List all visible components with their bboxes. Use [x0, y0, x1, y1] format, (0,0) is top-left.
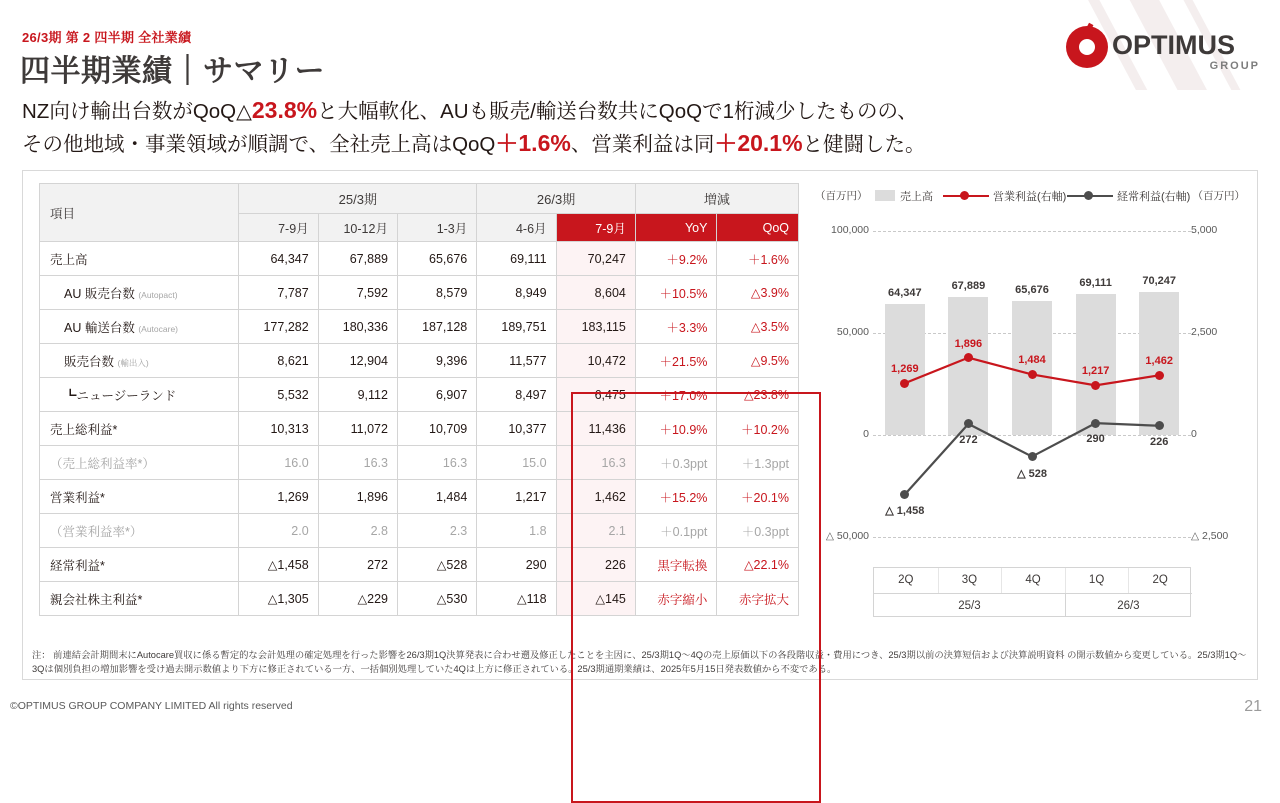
table-row: [40, 378, 799, 412]
row-label-text: 経常利益*: [50, 558, 105, 573]
table-body: [40, 242, 799, 616]
table-cell: 10,313: [239, 412, 318, 446]
chart-bar-label: 69,111: [1079, 277, 1112, 289]
table-cell: 290: [477, 548, 556, 582]
table-cell: 10,709: [397, 412, 476, 446]
table-cell: ＋10.9%: [635, 412, 717, 446]
table-cell: 69,111: [477, 242, 556, 276]
chart-point: [1155, 371, 1164, 380]
x-axis-tick: 2Q: [1152, 574, 1168, 586]
chart-point-label: 1,462: [1145, 355, 1173, 368]
table-cell: 189,751: [477, 310, 556, 344]
table-subheader-0: 7-9月: [239, 214, 318, 242]
table-cell: △3.5%: [717, 310, 799, 344]
row-label-note: (Autopact): [138, 289, 178, 300]
table-row-label: [40, 378, 239, 412]
table-cell: ＋3.3%: [635, 310, 717, 344]
table-row: [40, 514, 799, 548]
table-header-item: 項目: [40, 184, 239, 242]
table-row-label: [40, 412, 239, 446]
legend-label-operating: 営業利益(右軸): [993, 191, 1067, 203]
row-label-note: (輸出入): [117, 357, 149, 368]
table-cell: △530: [397, 582, 476, 616]
x-axis-group-label: 26/3: [1065, 593, 1192, 617]
legend-swatch-revenue: [875, 190, 895, 201]
table-cell: 黒字転換: [635, 548, 717, 582]
table-cell: ＋21.5%: [635, 344, 717, 378]
x-axis-group-label: 25/3: [874, 593, 1065, 617]
table-cell: 1,896: [318, 480, 397, 514]
table-cell: △9.5%: [717, 344, 799, 378]
copyright: ©OPTIMUS GROUP COMPANY LIMITED All rights reserved: [10, 700, 293, 712]
row-label-text: （売上総利益率*）: [50, 456, 155, 471]
chart-point-label: 1,896: [954, 337, 983, 350]
chart-point: [964, 353, 973, 362]
x-axis-tick: 4Q: [1025, 574, 1041, 586]
table-cell: ＋0.1ppt: [635, 514, 717, 548]
chart-bar-label: 67,889: [951, 279, 986, 292]
chart-bar-label: 65,676: [1015, 284, 1049, 297]
table-cell: 16.0: [239, 446, 318, 480]
logo-wordmark: OPTIMUS: [1112, 30, 1236, 60]
chart-bar-label: 64,347: [887, 286, 922, 299]
y-axis-left-tick: 0: [863, 428, 869, 440]
chart-point: [1091, 419, 1100, 428]
chart-line-layer: [815, 211, 1245, 551]
table-cell: 15.0: [477, 446, 556, 480]
table-cell: ＋9.2%: [635, 242, 717, 276]
table-cell: △1,458: [239, 548, 318, 582]
table-cell: 226: [556, 548, 635, 582]
chart-point: [1028, 452, 1037, 461]
table-cell: 65,676: [397, 242, 476, 276]
table-cell: 9,396: [397, 344, 476, 378]
summary-lede: [22, 94, 1202, 161]
table-cell: △1,305: [239, 582, 318, 616]
lede-emphasis-2: ＋1.6%: [495, 130, 571, 157]
legend-dot-ordinary: [1084, 191, 1093, 200]
table-row-label: [40, 344, 239, 378]
table-cell: △22.1%: [717, 548, 799, 582]
table-subheader-5: YoY: [635, 214, 717, 242]
company-logo: [1066, 24, 1262, 76]
row-label-text: （営業利益率*）: [50, 524, 143, 539]
chart-bar-label: 70,247: [1142, 274, 1177, 287]
table-cell: 9,112: [318, 378, 397, 412]
table-cell: ＋0.3ppt: [635, 446, 717, 480]
table-cell: 7,787: [239, 276, 318, 310]
table-cell: 1,462: [556, 480, 635, 514]
lede-emphasis-1: 23.8%: [251, 97, 318, 123]
table-cell: ＋10.2%: [717, 412, 799, 446]
lede-text-4: 、営業利益は同: [570, 133, 715, 157]
quarterly-chart: [815, 185, 1245, 612]
table-cell: △23.8%: [717, 378, 799, 412]
table-cell: 11,072: [318, 412, 397, 446]
slide-eyebrow: 26/3期 第 2 四半期 全社業績: [22, 30, 192, 45]
chart-point: [1155, 421, 1164, 430]
table-row-label: [40, 480, 239, 514]
row-label-text: ┗ニュージーランド: [64, 388, 177, 403]
chart-point-label: 290: [1086, 433, 1105, 446]
content-card: [22, 170, 1258, 680]
table-row-label: [40, 310, 239, 344]
table-subheader-6: QoQ: [717, 214, 799, 242]
table-row-label: [40, 276, 239, 310]
page-title: 四半期業績｜サマリー: [20, 55, 325, 88]
table-cell: ＋1.3ppt: [717, 446, 799, 480]
table-cell: 10,472: [556, 344, 635, 378]
chart-point-label: △ 528: [1017, 467, 1047, 480]
table-subheader-1: 10-12月: [318, 214, 397, 242]
x-axis-separator: [1001, 568, 1002, 593]
table-cell: △229: [318, 582, 397, 616]
y-axis-right-tick: 0: [1191, 428, 1197, 440]
table-cell: 6,475: [556, 378, 635, 412]
table-row-label: [40, 446, 239, 480]
table-cell: ＋10.5%: [635, 276, 717, 310]
table-cell: 8,621: [239, 344, 318, 378]
table-row: [40, 582, 799, 616]
table-cell: 1,484: [397, 480, 476, 514]
table-cell: △3.9%: [717, 276, 799, 310]
table-cell: 180,336: [318, 310, 397, 344]
lede-emphasis-3: ＋20.1%: [714, 130, 803, 157]
table-cell: ＋0.3ppt: [717, 514, 799, 548]
footnote-line-2: の開示数値から変更している。25/3期1Q〜3Qは個別負担の増加影響を受け過去開示数値より下方に修正されている一方、一括個別処理していた4Qは上方に修正されている。25/3期通期業績は、2025年5月15日発表数値から不変である。: [32, 650, 1247, 675]
chart-point-label: △ 1,458: [885, 505, 925, 518]
table-cell: 183,115: [556, 310, 635, 344]
table-cell: 8,604: [556, 276, 635, 310]
table-row: [40, 412, 799, 446]
table-cell: 2.3: [397, 514, 476, 548]
table-subheader-4: 7-9月: [556, 214, 635, 242]
footnote: [32, 648, 1247, 677]
table-row: [40, 276, 799, 310]
table-cell: 赤字拡大: [717, 582, 799, 616]
chart-point: [900, 379, 909, 388]
row-label-text: 売上総利益*: [50, 422, 118, 437]
table-cell: 12,904: [318, 344, 397, 378]
table-cell: 2.1: [556, 514, 635, 548]
table-row: [40, 548, 799, 582]
table-cell: 16.3: [556, 446, 635, 480]
table-group-fy26: 26/3期: [477, 184, 636, 214]
x-axis-separator: [938, 568, 939, 593]
table-row-label: [40, 242, 239, 276]
table-cell: 10,377: [477, 412, 556, 446]
financial-summary-table: [39, 183, 799, 616]
chart-point-label: 1,484: [1018, 354, 1046, 367]
y-axis-left-tick: △ 50,000: [825, 530, 869, 542]
table-cell: 1.8: [477, 514, 556, 548]
chart-point-label: 272: [959, 433, 978, 446]
chart-point-label: 1,269: [891, 363, 919, 376]
table-subheader-3: 4-6月: [477, 214, 556, 242]
x-axis-tick: 2Q: [898, 574, 914, 586]
y-axis-right-tick: △ 2,500: [1191, 530, 1229, 542]
lede-text-1: NZ向け輸出台数がQoQ△: [22, 100, 252, 123]
row-label-text: 売上高: [50, 252, 88, 267]
chart-unit-right: （百万円）: [1192, 190, 1245, 202]
table-subheader-2: 1-3月: [397, 214, 476, 242]
table-cell: △145: [556, 582, 635, 616]
table-cell: 16.3: [318, 446, 397, 480]
table-cell: 16.3: [397, 446, 476, 480]
row-label-text: 親会社株主利益*: [50, 592, 143, 607]
table-cell: 11,436: [556, 412, 635, 446]
table-group-change: 増減: [635, 184, 798, 214]
x-axis-separator: [1065, 568, 1066, 593]
table-row: [40, 310, 799, 344]
chart-point-label: 1,217: [1081, 365, 1110, 378]
table-cell: 6,907: [397, 378, 476, 412]
row-label-text: AU 販売台数: [64, 286, 135, 301]
x-axis-tick: 3Q: [961, 574, 978, 586]
chart-legend: [815, 185, 1245, 207]
lede-text-2: と大幅軟化、AUも販売/輸送台数共にQoQで1桁減少したものの、: [317, 100, 918, 123]
table-cell: 67,889: [318, 242, 397, 276]
table-row: [40, 446, 799, 480]
page-number: 21: [1244, 698, 1262, 715]
chart-plot-area: [815, 211, 1245, 551]
table-cell: ＋15.2%: [635, 480, 717, 514]
table-cell: 70,247: [556, 242, 635, 276]
chart-point-label: 226: [1150, 435, 1169, 448]
chart-x-axis: [873, 567, 1191, 617]
logo-subtext: GROUP: [1209, 60, 1260, 72]
table-cell: 11,577: [477, 344, 556, 378]
table-cell: 1,217: [477, 480, 556, 514]
y-axis-left-tick: 50,000: [836, 326, 869, 338]
x-axis-tick: 1Q: [1088, 574, 1105, 586]
lede-text-5: と健闘した。: [802, 133, 926, 157]
y-axis-left-tick: 100,000: [831, 224, 869, 236]
y-axis-right-tick: 5,000: [1191, 224, 1218, 236]
table-cell: 8,579: [397, 276, 476, 310]
table-cell: 2.8: [318, 514, 397, 548]
table-group-fy25: 25/3期: [239, 184, 477, 214]
table-cell: 2.0: [239, 514, 318, 548]
row-label-note: (Autocare): [138, 323, 179, 334]
table-cell: 272: [318, 548, 397, 582]
table-row-label: [40, 582, 239, 616]
legend-label-ordinary: 経常利益(右軸): [1117, 191, 1191, 203]
x-axis-separator: [1128, 568, 1129, 593]
table-row-label: [40, 548, 239, 582]
table-cell: △118: [477, 582, 556, 616]
table-group-header-row: [40, 184, 799, 214]
table-row: [40, 344, 799, 378]
row-label-text: AU 輸送台数: [64, 320, 135, 335]
chart-point: [1028, 370, 1037, 379]
table-cell: 8,497: [477, 378, 556, 412]
table-row: [40, 242, 799, 276]
table-cell: △528: [397, 548, 476, 582]
logo-mark-icon: [1066, 26, 1108, 68]
table-cell: ＋17.0%: [635, 378, 717, 412]
table-cell: 64,347: [239, 242, 318, 276]
table-cell: 1,269: [239, 480, 318, 514]
table-cell: 5,532: [239, 378, 318, 412]
y-axis-right-tick: 2,500: [1191, 326, 1218, 338]
table-cell: 187,128: [397, 310, 476, 344]
row-label-text: 営業利益*: [50, 490, 105, 505]
table-cell: ＋20.1%: [717, 480, 799, 514]
table-cell: ＋1.6%: [717, 242, 799, 276]
table-cell: 7,592: [318, 276, 397, 310]
table-row: [40, 480, 799, 514]
table-cell: 177,282: [239, 310, 318, 344]
table-cell: 赤字縮小: [635, 582, 717, 616]
legend-label-revenue: 売上高: [900, 191, 933, 203]
legend-dot-operating: [960, 191, 969, 200]
footnote-line-1: 注： 前連結会計期間末にAutocare買収に係る暫定的な会計処理の確定処理を行った影響を26/3期1Q決算発表に合わせ遡及修正したことを主因に、25/3期1Q〜4Qの売上原価以下の各段階収益・費用につき、25/3期以前の決算短信および決算説明資料: [32, 650, 1065, 660]
chart-unit-left: （百万円）: [815, 190, 868, 202]
table-row-label: [40, 514, 239, 548]
lede-text-3: その他地域・事業領域が順調で、全社売上高はQoQ: [22, 133, 496, 157]
chart-point: [1091, 381, 1100, 390]
table-cell: 8,949: [477, 276, 556, 310]
row-label-text: 販売台数: [64, 354, 115, 369]
